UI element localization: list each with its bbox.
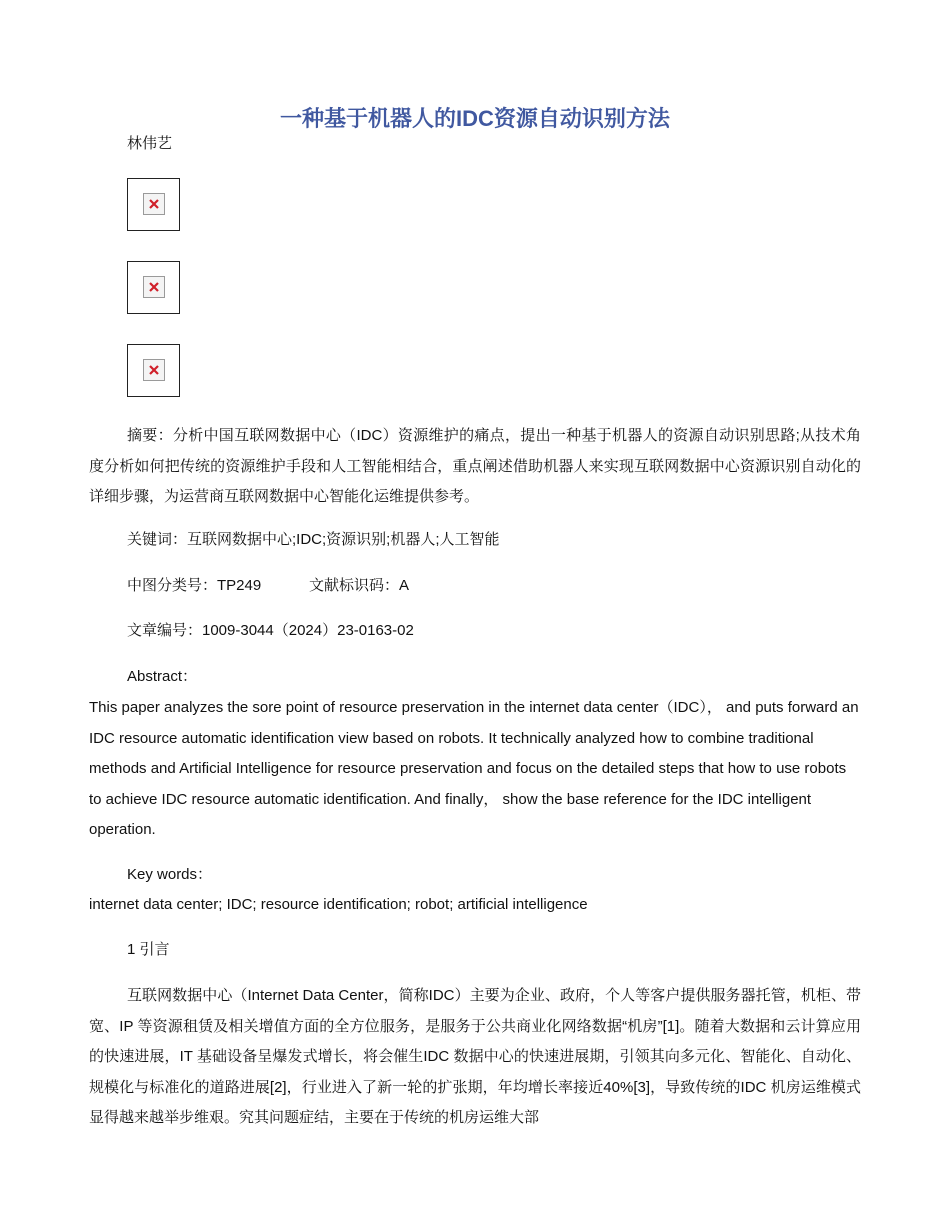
broken-image-icon: [143, 193, 165, 215]
broken-image-icon: [143, 276, 165, 298]
author-name: 林伟艺: [127, 135, 173, 152]
keywords-chinese: 关键词：互联网数据中心;IDC;资源识别;机器人;人工智能: [127, 531, 500, 548]
classification-number: 中图分类号：TP249: [127, 577, 262, 594]
abstract-chinese: 摘要：分析中国互联网数据中心（IDC）资源维护的痛点，提出一种基于机器人的资源自动识别思路;从技术角度分析如何把传统的资源维护手段和人工智能相结合，重点阐述借助机器人来实现互联网数据中心资源识别自动化的详细步骤，为运营商互联网数据中心智能化运维提供参考。: [89, 427, 861, 505]
broken-image-icon: [143, 359, 165, 381]
image-placeholder: [127, 344, 180, 397]
image-placeholder: [127, 261, 180, 314]
keywords-english-label: Key words：: [127, 866, 213, 883]
abstract-english: This paper analyzes the sore point of resource preservation in the internet data center（IDC）， and puts forward an IDC resource automatic identification view based on robots. It technically analyzed how to combine traditional methods and Artificial Intelligence for resource preservation and focus on the detailed steps that how to use robots to achieve IDC resource automatic identification. And finally， show the base reference for the IDC intelligent operation.: [89, 699, 859, 838]
section-heading: 1 引言: [127, 941, 170, 958]
page-title: 一种基于机器人的IDC资源自动识别方法: [280, 106, 670, 131]
keywords-english: internet data center; IDC; resource identification; robot; artificial intelligence: [89, 896, 588, 913]
section-body: 互联网数据中心（Internet Data Center，简称IDC）主要为企业、政府，个人等客户提供服务器托管，机柜、带宽、IP 等资源租赁及相关增值方面的全方位服务，是服务于公共商业化网络数据“机房”[1]。随着大数据和云计算应用的快速进展，IT 基础设备呈爆发式增长，将会催生IDC 数据中心的快速进展期，引领其向多元化、智能化、自动化、规模化与标准化的道路进展[2]，行业进入了新一轮的扩张期，年均增长率接近40%[3]，导致传统的IDC 机房运维模式显得越来越举步维艰。究其问题症结，主要在于传统的机房运维大部: [89, 987, 861, 1126]
article-number: 文章编号：1009-3044（2024）23-0163-02: [127, 622, 414, 639]
document-code: 文献标识码：A: [309, 577, 410, 594]
abstract-english-label: Abstract：: [127, 668, 198, 685]
image-placeholder: [127, 178, 180, 231]
